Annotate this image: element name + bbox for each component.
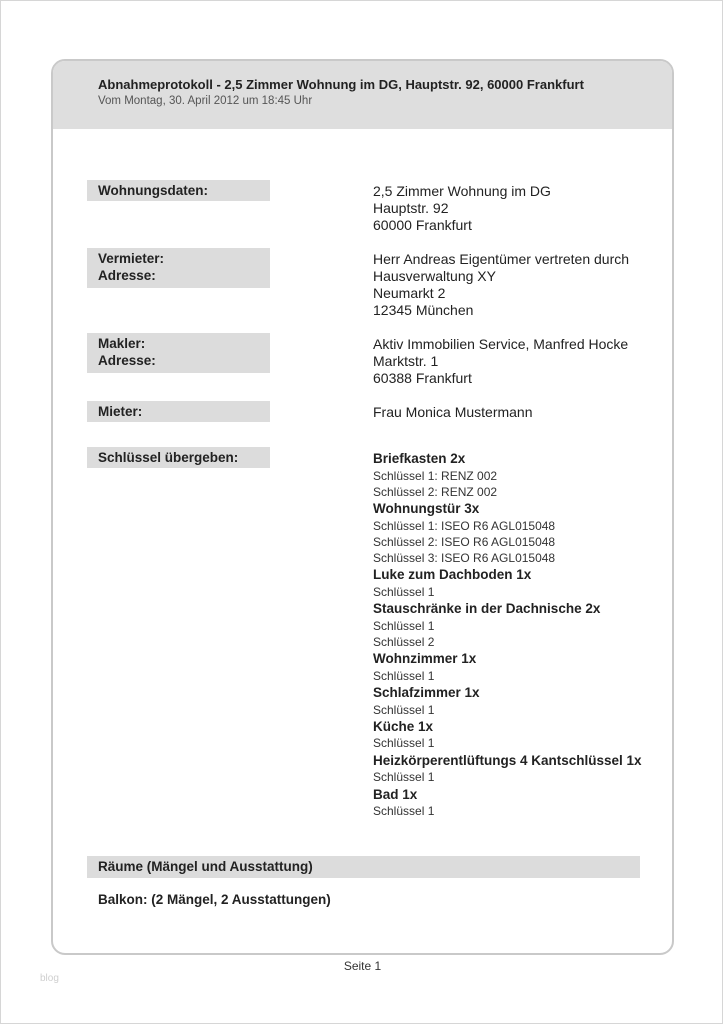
label-vermieter (87, 248, 270, 288)
key-item: Schlüssel 1 (373, 668, 435, 683)
key-item: Schlüssel 2: ISEO R6 AGL015048 (373, 534, 556, 549)
value-line: Aktiv Immobilien Service, Manfred Hocke (373, 336, 629, 352)
value-line: 60000 Frankfurt (373, 217, 472, 233)
key-item: Schlüssel 1 (373, 702, 435, 717)
key-group-title: Wohnungstür 3x (373, 501, 480, 517)
key-group-title: Küche 1x (373, 718, 434, 734)
value-line: Hauptstr. 92 (373, 200, 449, 216)
document-date: Vom Montag, 30. April 2012 um 18:45 Uhr (98, 95, 313, 107)
value-vermieter (373, 251, 673, 319)
document-header (53, 61, 672, 129)
value-line: Neumarkt 2 (373, 285, 446, 301)
key-item: Schlüssel 1 (373, 770, 435, 785)
key-item: Schlüssel 1: ISEO R6 AGL015048 (373, 518, 556, 533)
key-item: Schlüssel 1 (373, 804, 435, 819)
key-item: Schlüssel 1: RENZ 002 (373, 468, 498, 483)
value-line: Herr Andreas Eigentümer vertreten durch (373, 251, 630, 267)
label-text: Schlüssel übergeben: (98, 450, 239, 465)
value-wohnungsdaten (373, 183, 673, 234)
label-wohnungsdaten (87, 180, 270, 201)
key-item: Schlüssel 1 (373, 618, 435, 633)
value-line: Hausverwaltung XY (373, 268, 496, 284)
value-line: 2,5 Zimmer Wohnung im DG (373, 183, 551, 199)
value-mieter (373, 404, 673, 421)
document-title: Abnahmeprotokoll - 2,5 Zimmer Wohnung im DG, Hauptstr. 92, 60000 Frankfurt (98, 77, 584, 92)
value-line: Marktstr. 1 (373, 353, 439, 369)
key-item: Schlüssel 2: RENZ 002 (373, 484, 498, 499)
balkon-heading: Balkon: (2 Mängel, 2 Ausstattungen) (98, 892, 331, 907)
protocol-document (51, 59, 674, 955)
label-makler (87, 333, 270, 373)
watermark: blog (40, 973, 59, 984)
section-raeume: Räume (Mängel und Ausstattung) (87, 856, 640, 878)
key-item: Schlüssel 1 (373, 584, 435, 599)
value-line: 60388 Frankfurt (373, 370, 472, 386)
label-text: Vermieter: (98, 251, 165, 266)
keys-list (373, 450, 643, 819)
key-group-title: Stauschränke in der Dachnische 2x (373, 601, 601, 617)
key-group-title: Bad 1x (373, 786, 418, 802)
label-text: Mieter: (98, 404, 143, 419)
page-number: Seite 1 (343, 959, 382, 973)
value-makler (373, 336, 673, 387)
key-group-title: Luke zum Dachboden 1x (373, 567, 532, 583)
label-schluessel (87, 447, 270, 468)
key-group-title: Schlafzimmer 1x (373, 685, 480, 701)
key-group-title: Wohnzimmer 1x (373, 651, 477, 667)
label-text: Makler: (98, 336, 146, 351)
value-line: 12345 München (373, 302, 474, 318)
label-text: Adresse: (98, 268, 156, 283)
tenant-name: Frau Monica Mustermann (373, 404, 533, 420)
label-text: Wohnungsdaten: (98, 183, 208, 198)
key-group-title: Heizkörperentlüftungs 4 Kantschlüssel 1x (373, 752, 642, 768)
key-item: Schlüssel 3: ISEO R6 AGL015048 (373, 551, 556, 566)
label-text: Adresse: (98, 353, 156, 368)
key-group-title: Briefkasten 2x (373, 451, 466, 466)
label-mieter (87, 401, 270, 422)
key-item: Schlüssel 2 (373, 635, 435, 650)
key-item: Schlüssel 1 (373, 736, 435, 751)
